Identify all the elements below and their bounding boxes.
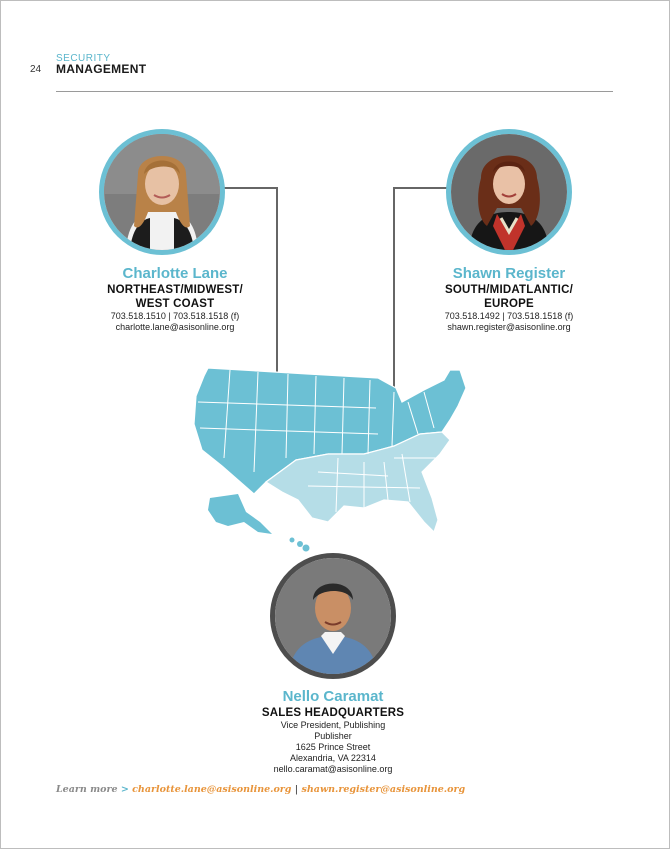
contact-region: SOUTH/MIDATLANTIC/ xyxy=(445,284,573,296)
us-territory-map xyxy=(188,362,484,556)
contact-region: EUROPE xyxy=(484,298,534,310)
map-hawaii xyxy=(303,545,310,552)
charlotte-lane-photo xyxy=(99,129,225,255)
brand-top: SECURITY xyxy=(56,53,111,64)
contact-detail: Publisher xyxy=(314,731,352,741)
contact-charlotte-lane xyxy=(60,265,290,333)
contact-address: Alexandria, VA 22314 xyxy=(290,753,376,763)
map-alaska xyxy=(208,494,272,534)
arrow-icon: > xyxy=(120,784,129,795)
footer-separator: | xyxy=(294,784,299,795)
connector-line-charlotte xyxy=(222,187,277,189)
portrait-man xyxy=(275,558,391,674)
contact-email[interactable]: charlotte.lane@asisonline.org xyxy=(115,322,235,332)
footer-email-charlotte[interactable]: charlotte.lane@asisonline.org xyxy=(132,784,292,795)
contact-region: WEST COAST xyxy=(135,298,215,310)
portrait-woman-blonde xyxy=(104,134,220,250)
contact-phone: 703.518.1510 | 703.518.1518 (f) xyxy=(110,311,240,321)
contact-address: 1625 Prince Street xyxy=(295,742,371,752)
contact-region: NORTHEAST/MIDWEST/ xyxy=(107,284,243,296)
header-rule xyxy=(56,91,613,92)
nello-caramat-photo xyxy=(270,553,396,679)
map-hawaii xyxy=(290,538,295,543)
contact-name: Shawn Register xyxy=(452,265,566,282)
contact-shawn-register xyxy=(394,265,624,333)
footer-learn-more xyxy=(56,784,465,795)
us-map-graphic xyxy=(188,362,484,556)
map-hawaii xyxy=(297,541,303,547)
contact-name: Nello Caramat xyxy=(282,688,384,705)
contact-phone: 703.518.1492 | 703.518.1518 (f) xyxy=(444,311,574,321)
contact-title: SALES HEADQUARTERS xyxy=(261,707,405,719)
contact-email[interactable]: shawn.register@asisonline.org xyxy=(447,322,571,332)
connector-line-shawn xyxy=(393,187,448,189)
learn-more-label: Learn more xyxy=(56,784,118,795)
contact-email[interactable]: nello.caramat@asisonline.org xyxy=(273,764,393,774)
contact-name: Charlotte Lane xyxy=(122,265,228,282)
page-number: 24 xyxy=(30,64,42,75)
shawn-register-photo xyxy=(446,129,572,255)
contact-nello-caramat xyxy=(218,688,448,775)
footer-email-shawn[interactable]: shawn.register@asisonline.org xyxy=(301,784,466,795)
contact-detail: Vice President, Publishing xyxy=(280,720,386,730)
portrait-woman-auburn xyxy=(451,134,567,250)
brand-bottom: MANAGEMENT xyxy=(56,62,147,76)
